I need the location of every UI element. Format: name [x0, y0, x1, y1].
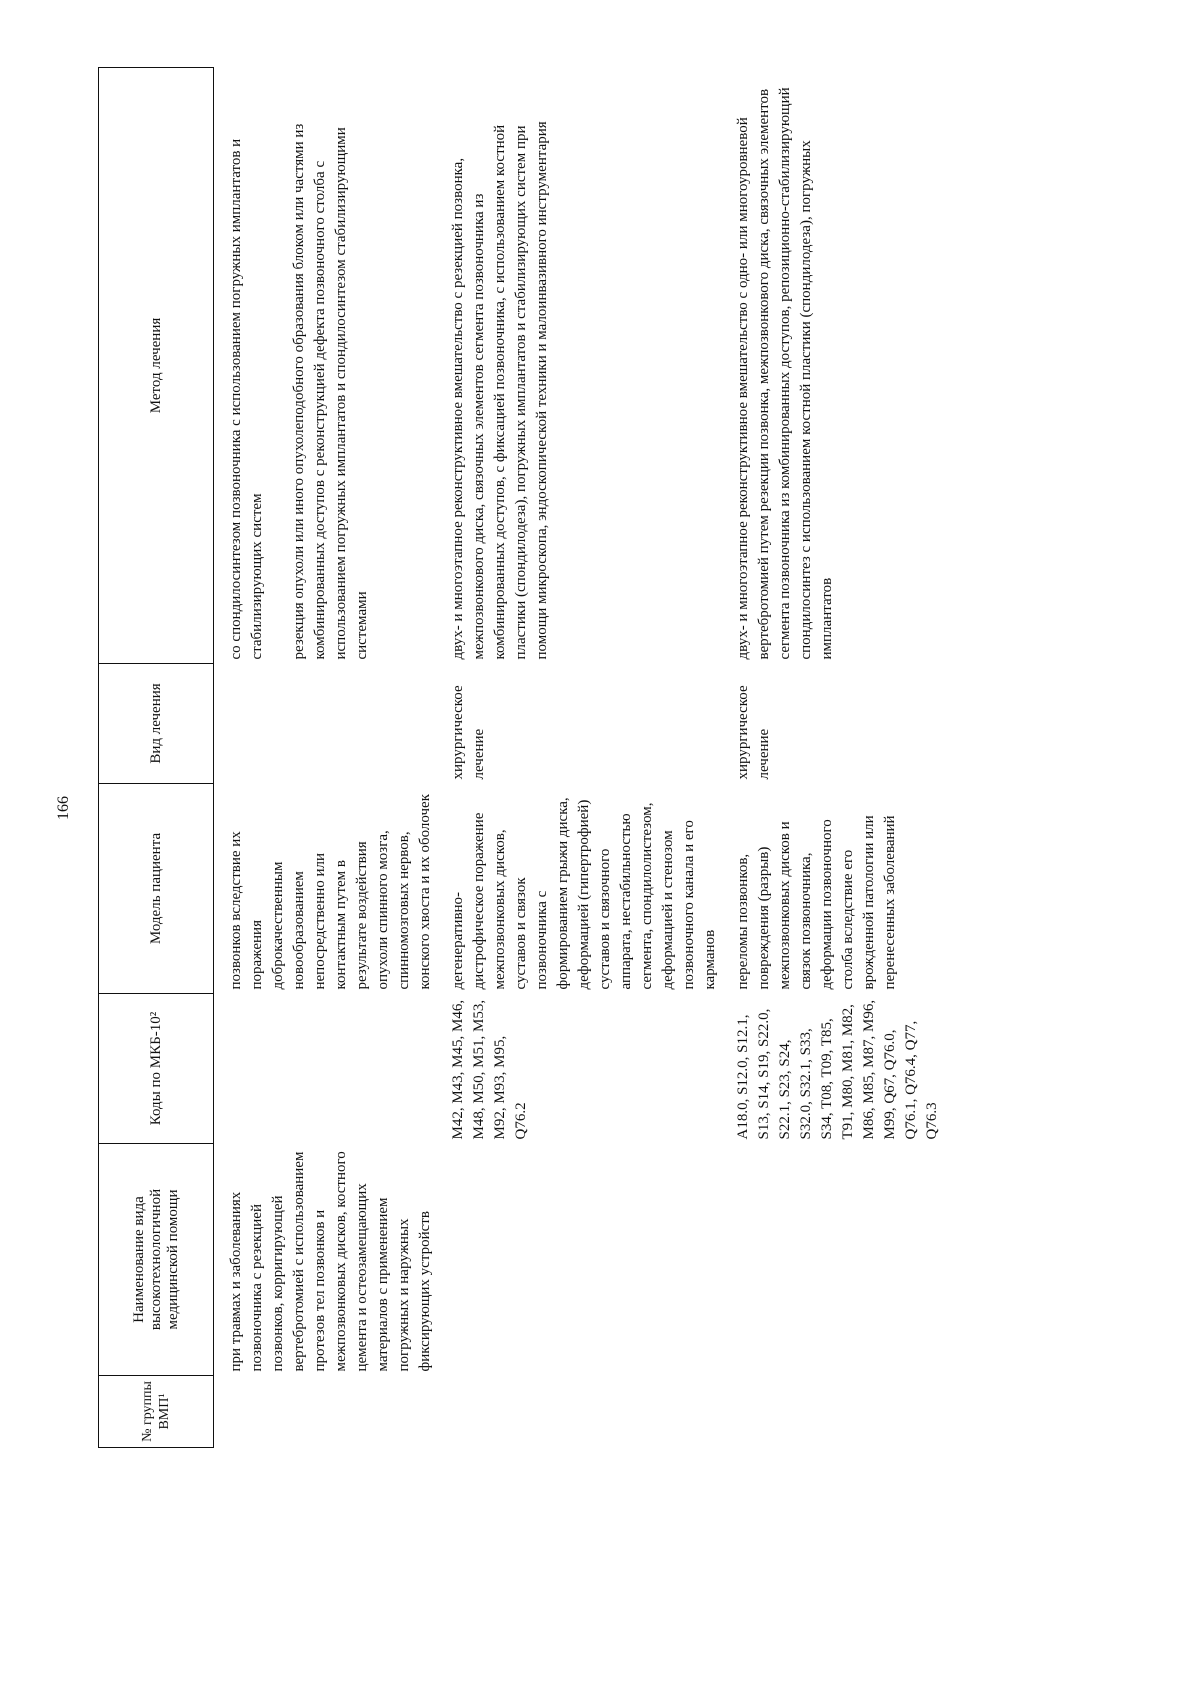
header-icd-codes: Коды по МКБ-10²: [99, 994, 214, 1144]
cell-icd-codes: A18.0, S12.0, S12.1, S13, S14, S19, S22.0, S22.1, S23, S24, S32.0, S32.1, S33, S34, T08, T09, T85, T91, M80, M81, M82, M86, M85, M87, M96, M99, Q67, Q76.0, Q76.1, Q76.4, Q77, Q76.3: [735, 999, 940, 1140]
cell-treatment-type: хирургическое лечение: [735, 685, 772, 780]
header-group-no: № группы ВМП¹: [99, 1376, 214, 1448]
cell-group-no: [226, 1376, 436, 1448]
method-text: двух- и многоэтапное реконструктивное вмешательство с резекцией позвонка, межпозвонкового диска, связочных элементов сегмента позвоночника из комбинированных доступов, с фиксацией позвоночника, с использованием костной пластики (спондилодеза), погружных имплантатов и стабилизирующих систем при помощи микроскопа, эндоскопической техники и малоинвазивного инструментария: [450, 121, 550, 660]
header-method: Метод лечения: [99, 68, 214, 664]
cell-method: [226, 68, 436, 664]
cell-patient-model: дегенеративно-дистрофическое поражение межпозвонковых дисков, суставов и связок позвоночника с формированием грыжи диска, деформацией (гипертрофией) суставов и связочного аппарата, нестабильностью сегмента, спондилолистезом, деформацией и стенозом позвоночного канала и его карманов: [450, 797, 718, 990]
cell-icd-codes: [226, 994, 436, 1144]
header-treatment-type: Вид лечения: [99, 664, 214, 784]
method-text: двух- и многоэтапное реконструктивное вмешательство с одно- или многоуровневой вертебротомией путем резекции позвонка, межпозвонкового диска, связочных элементов сегмента позвоночника из комбинированных доступов, репозиционно-стабилизирующий спондилосинтез с использованием костной пластики (спондилодеза), погружных имплантатов: [735, 87, 835, 660]
table-header-row: [99, 68, 214, 1448]
method-text: со спондилосинтезом позвоночника с использованием погружных имплантатов и стабилизирующих систем: [228, 138, 265, 660]
method-text: резекция опухоли или иного опухолеподобного образования блоком или частями из комбинированных доступов с реконструкцией дефекта позвоночного столба с использованием погружных имплантатов и спондилосинтезом стабилизирующими системами: [291, 123, 370, 660]
cell-icd-codes: M42, M43, M45, M46, M48, M50, M51, M53, M92, M93, M95, Q76.2: [450, 999, 529, 1140]
header-care-type: Наименование вида высокотехнологичной медицинской помощи: [99, 1144, 214, 1376]
cell-group-no: [733, 1376, 943, 1448]
cell-care-type: [448, 1144, 721, 1376]
treatment-table-wrapper: [98, 68, 1098, 1448]
cell-treatment-type: хирургическое лечение: [450, 685, 487, 780]
cell-group-no: [448, 1376, 721, 1448]
cell-care-type: [733, 1144, 943, 1376]
cell-method: [448, 68, 721, 664]
cell-care-type: при травмах и заболеваниях позвоночника с резекцией позвонков, корригирующей вертебротомией с использованием протезов тел позвонков и межпозвонковых дисков, костного цемента и остеозамещающих материалов с применением погружных и наружных фиксирующих устройств: [228, 1151, 433, 1372]
header-patient-model: Модель пациента: [99, 784, 214, 994]
page-number: 166: [55, 796, 72, 820]
cell-treatment-type: [226, 664, 436, 784]
treatment-table: [98, 67, 943, 1448]
cell-patient-model: позвонков вследствие их поражения доброкачественным новообразованием непосредственно или контактным путем в результате воздействия опухоли спинного мозга, спинномозговых нервов, конского хвоста и их оболочек: [228, 794, 433, 990]
table-row: [448, 68, 721, 1448]
cell-method: [733, 68, 943, 664]
table-row: [226, 68, 436, 1448]
cell-patient-model: переломы позвонков, повреждения (разрыв) межпозвонковых дисков и связок позвоночника, деформации позвоночного столба вследствие его врожденной патологии или перенесенных заболеваний: [735, 815, 898, 990]
table-row: [733, 68, 943, 1448]
